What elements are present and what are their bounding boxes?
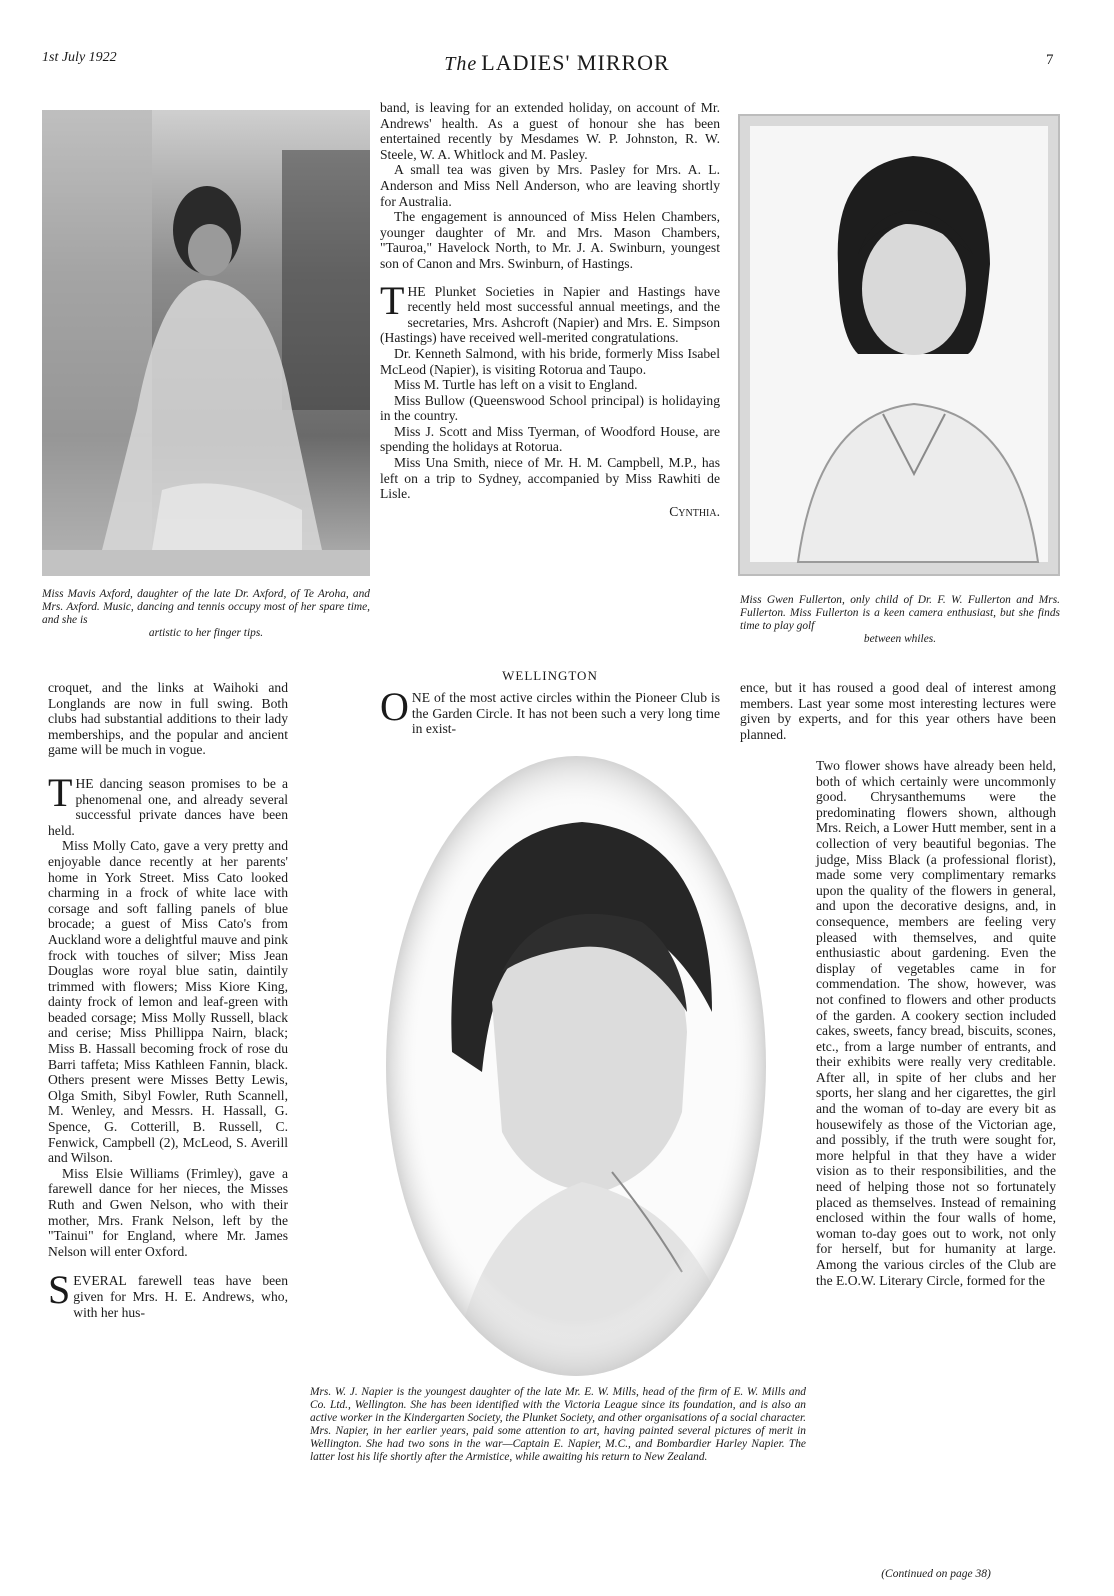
mid-paragraph: Miss J. Scott and Miss Tyerman, of Woodford House, are spending the holidays at Rotorua. — [380, 423, 720, 455]
dropcap-dancing: T — [48, 769, 73, 815]
wellington-smallcaps: NE — [411, 690, 431, 705]
mid-paragraph: band, is leaving for an extended holiday, on account of Mr. Andrews' health. As a guest of honour she has been entertained recently by Mesdames W. P. Johnston, R. W. Steele, W. A. Whitlock and M. Pasley. — [380, 100, 720, 162]
plunket-paragraph — [380, 277, 720, 346]
mid-paragraph: Miss Bullow (Queenswood School principal) is holidaying in the country. — [380, 392, 720, 424]
right-paragraph: ence, but it has roused a good deal of interest among members. Last year some most interesting lectures were given by experts, and for this year others have been planned. — [740, 680, 1056, 742]
caption-mrs-napier: Mrs. W. J. Napier is the youngest daughter of the late Mr. E. W. Mills, head of the firm of E. W. Mills and Co. Ltd., Wellington. She has been identified with the Victoria League since its foundation, and is also an active worker in the Kindergarten Society, the Plunket Society, and other organisations of a social character. Mrs. Napier, in her earlier years, paid some attention to art, having painted several pictures of merit in Wellington. She had two sons in the war—Captain E. Napier, M.C., and Bombardier Harley Napier. The latter lost his life shortly after the Armistice, while awaiting his return to New Zealand. — [310, 1386, 806, 1463]
masthead-title: LADIES' MIRROR — [481, 50, 670, 75]
photo-mrs-napier — [382, 752, 770, 1380]
wellington-text: of the most active circles within the Pioneer Club is the Garden Circle. It has not been such a very long time in exist- — [411, 690, 720, 737]
mid-paragraph: The engagement is announced of Miss Helen Chambers, younger daughter of Mr. and Mrs. Mason Chambers, "Tauroa," Havelock North, to Mr. J. A. Swinburn, youngest son of Canon and Mrs. Swinburn, of Hastings. — [380, 209, 720, 271]
masthead — [0, 50, 1114, 76]
mid-paragraph: Dr. Kenneth Salmond, with his bride, formerly Miss Isabel McLeod (Napier), is visiting Rotorua and Taupo. — [380, 345, 720, 377]
page-number: 7 — [1046, 52, 1054, 68]
masthead-the: The — [444, 53, 478, 75]
left-paragraph: Miss Elsie Williams (Frimley), gave a farewell dance for her nieces, the Misses Ruth and Gwen Nelson, who with their mother, Mrs. Frank Nelson, left by the "Tainui" for England, where Mr. James Nelson will enter Oxford. — [48, 1165, 288, 1259]
dancing-smallcaps: HE — [75, 775, 94, 791]
left-paragraph: croquet, and the links at Waihoki and Longlands are now in full swing. Both clubs had substantial additions to their lady memberships, and the popular and ancient game will be much in vogue. — [48, 680, 288, 758]
right-paragraph-cont: Two flower shows have already been held, both of which certainly were uncommonly good. Chrysanthemums were the predominating flowers shown, although Mrs. Reich, a Lower Hutt member, sent in a collection of very beautiful begonias. The judge, Miss Black (a professional florist), made some very complimentary remarks upon the quality of the flowers in general, and upon the decorative designs, and, in consequence, members are feeling very pleased with themselves, and quite enthusiastic about gardening. Even the display of vegetables came in for commendation. The show, however, was not confined to flowers and other products of the garden. A cookery section included cakes, sweets, fancy bread, biscuits, scones, etc., from a large number of entrants, and their exhibits were really very creditable. After all, in spite of her clubs and her sports, her slang and her cigarettes, the girl and the woman of to-day are every bit as housewifely as those of the Victorian age, and possibly, if the truth were sought for, more helpful in that they have a wider vision as to their responsibilities, and the need of helping those not so fortunately placed as themselves. Instead of remaining enclosed within the four walls of home, woman to-day goes out to work, not only for herself, but for humanity at large. Among the various circles of the Club are the E.O.W. Literary Circle, formed for the — [816, 758, 1056, 1288]
mid-paragraph: Miss M. Turtle has left on a visit to England. — [394, 377, 638, 393]
caption-mavis-axford-end: artistic to her finger tips. — [148, 627, 264, 639]
caption-mavis-axford-main: Miss Mavis Axford, daughter of the late Dr. Axford, of Te Aroha, and Mrs. Axford. Music, dancing and tennis occupy most of her spare time, and she is — [42, 588, 370, 626]
mid-paragraph: A small tea was given by Mrs. Pasley for Mrs. A. L. Anderson and Miss Nell Anderson, who are leaving shortly for Australia. — [380, 162, 720, 209]
several-smallcaps: EVERAL — [73, 1273, 127, 1289]
caption-mavis-axford — [42, 588, 370, 640]
mid-paragraph: Miss Una Smith, niece of Mr. H. M. Campbell, M.P., has left on a trip to Sydney, accompanied by Miss Rawhiti de Lisle. — [380, 455, 720, 502]
caption-gwen-fullerton-main: Miss Gwen Fullerton, only child of Dr. F. W. Fullerton and Mrs. Fullerton. Miss Fullerton is a keen camera enthusiast, but she finds time to play golf — [740, 594, 1060, 632]
photo-mavis-axford — [42, 110, 370, 576]
dropcap-wellington: O — [380, 684, 409, 729]
plunket-text: Plunket Societies in Napier and Hastings have recently held most successful annual meetings, and the secretaries, Mrs. Ashcroft (Napier) and Mrs. E. Simpson (Hastings) have received well-merited congratulations. — [380, 283, 720, 346]
dancing-paragraph — [48, 769, 288, 838]
heading-wellington: WELLINGTON — [502, 668, 598, 683]
several-paragraph — [48, 1267, 288, 1320]
plunket-smallcaps: HE — [407, 283, 426, 299]
middle-column-top — [380, 100, 720, 519]
several-text: farewell teas have been given for Mrs. H. E. Andrews, who, with her hus- — [73, 1273, 288, 1320]
continued-note: (Continued on page 38) — [881, 1568, 991, 1580]
signature-cynthia: Cynthia. — [669, 503, 720, 519]
issue-date: 1st July 1922 — [42, 50, 117, 65]
right-column-top — [740, 680, 1056, 742]
left-paragraph: Miss Molly Cato, gave a very pretty and enjoyable dance recently at her parents' home in York Street. Miss Cato looked charming in a frock of white lace with corsage and soft falling panels of blue brocade; a guest of Miss Cato's from Auckland wore a delightful mauve and pink frock with touches of silver; Miss Jean Douglas wore royal blue satin, daintily trimmed with flowers; Miss Kiore King, dainty frock of lemon and leaf-green with beaded corsage; Miss Molly Russell, black and cerise; Miss Phillippa Nairn, black; Miss B. Hassall becoming frock of rose du Barri taffeta; Miss Kathleen Fannin, black. Others present were Misses Betty Lewis, Olga Smith, Sibyl Fowler, Ruth Scannell, M. Wenley, and Messrs. H. Hassall, G. Spence, G. Cotterill, B. Russell, C. Fenwick, Campbell (2), McLeod, S. Averill and Wilson. — [48, 838, 288, 1166]
dancing-text: dancing season promises to be a phenomenal one, and already several successful private dances have been held. — [48, 775, 288, 838]
caption-gwen-fullerton-end: between whiles. — [863, 633, 937, 645]
wellington-intro — [380, 684, 720, 737]
photo-gwen-fullerton — [738, 114, 1060, 576]
dropcap-several: S — [48, 1267, 71, 1313]
right-column — [816, 758, 1056, 1288]
caption-gwen-fullerton — [740, 594, 1060, 646]
left-column — [48, 680, 288, 1320]
dropcap-plunket: T — [380, 277, 405, 323]
